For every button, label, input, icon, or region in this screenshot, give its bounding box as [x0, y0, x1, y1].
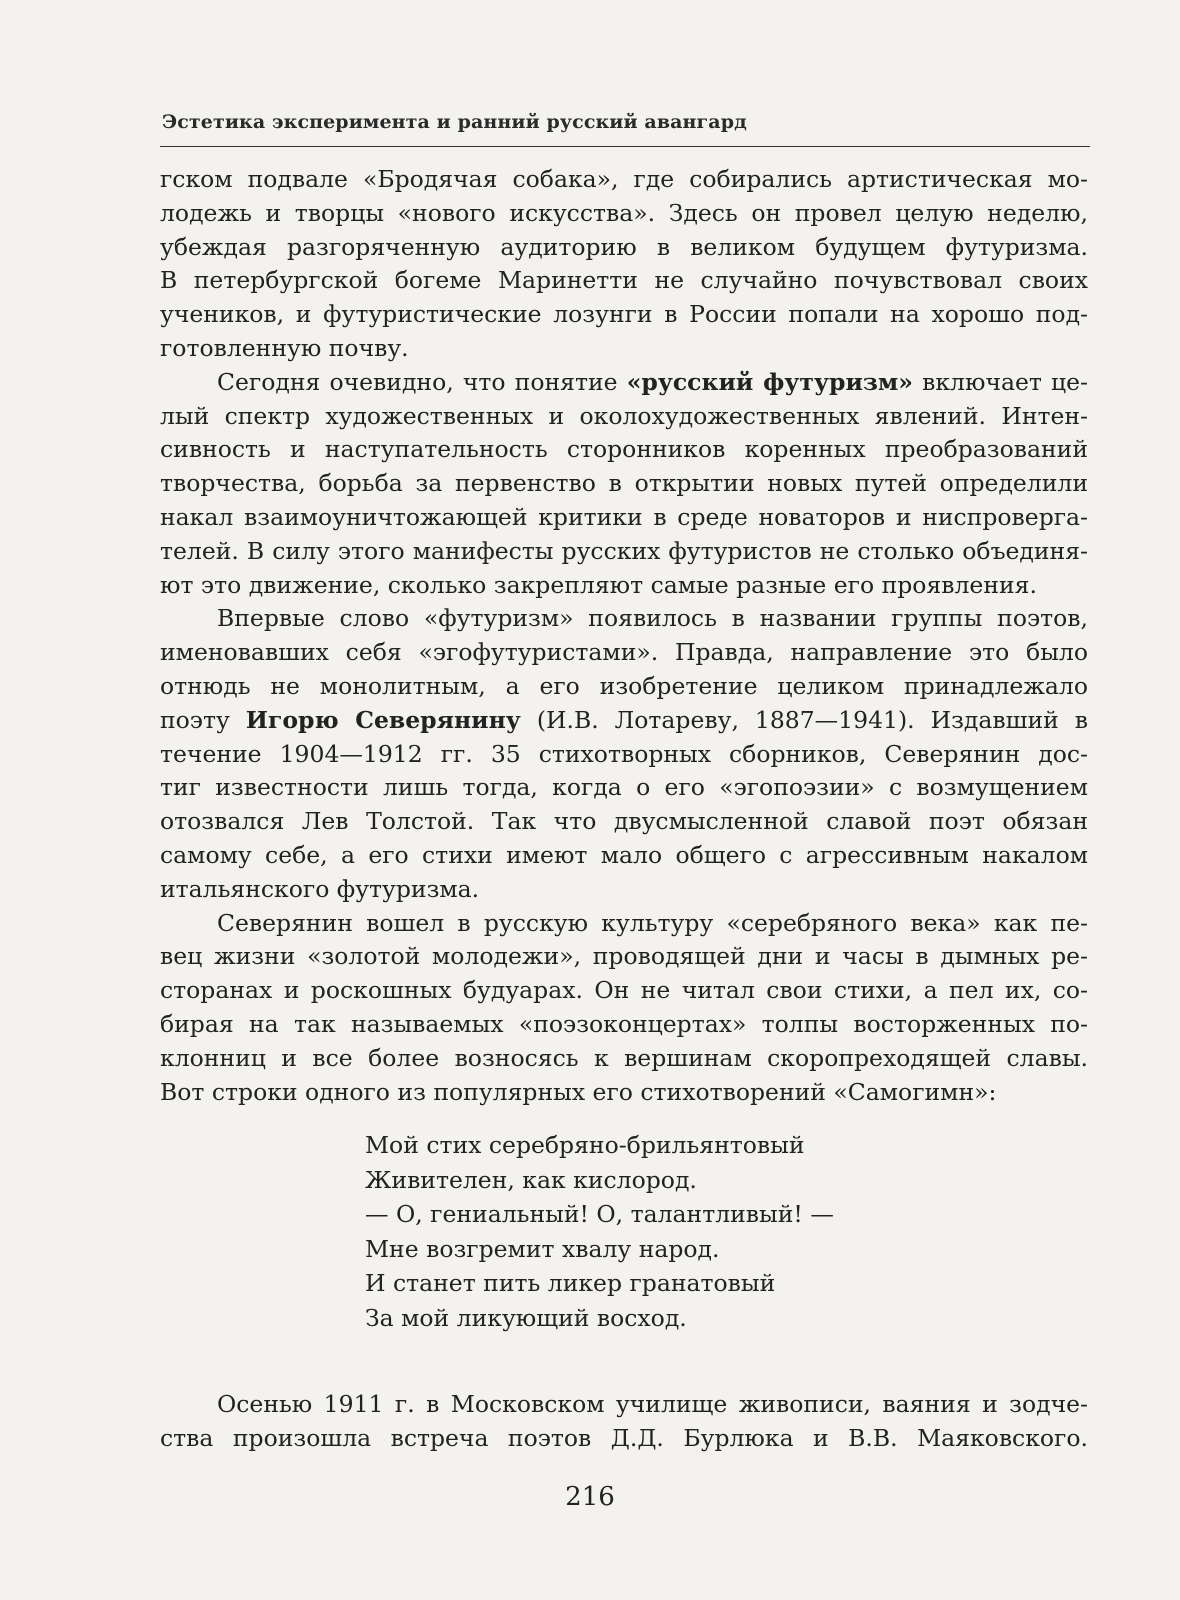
text-line: самому себе, а его стихи имеют мало общего с агрессивным накалом: [160, 840, 1088, 869]
poem-line: — О, гениальный! О, талантливый! —: [365, 1200, 834, 1228]
running-head: Эстетика эксперимента и ранний русский авангард: [162, 111, 747, 133]
poem-line: Живителен, как кислород.: [365, 1165, 697, 1194]
text-line: Впервые слово «футуризм» появилось в названии группы поэтов,: [217, 604, 1088, 633]
text-line: В петербургской богеме Маринетти не случайно почувствовал своих: [160, 266, 1088, 295]
poem-line: Мне возгремит хвалу народ.: [365, 1234, 720, 1263]
text-line: лый спектр художественных и околохудожественных явлений. Интен-: [160, 401, 1088, 430]
text-line: творчества, борьба за первенство в открытии новых путей определили: [160, 469, 1088, 498]
text-line: именовавших себя «эгофутуристами». Правда, направление это было: [160, 638, 1088, 667]
text-line: клонниц и все более возносясь к вершинам скоропреходящей славы.: [160, 1043, 1088, 1072]
text-line: Северянин вошел в русскую культуру «серебряного века» как пе-: [217, 908, 1088, 937]
text-run: включает це-: [912, 367, 1089, 396]
text-line: лодежь и творцы «нового искусства». Здесь он провел целую неделю,: [160, 198, 1088, 227]
poem-line: За мой ликующий восход.: [365, 1303, 687, 1332]
closing-paragraph: [160, 1387, 1088, 1455]
text-line: гском подвале «Бродячая собака», где собирались артистическая мо-: [160, 165, 1088, 193]
text-run: поэту: [160, 705, 246, 734]
text-line: [160, 366, 1088, 400]
page-number: 216: [565, 1482, 615, 1512]
bold-name: Игорю Северянину: [245, 705, 521, 734]
text-line: Осенью 1911 г. в Московском училище живописи, ваяния и зодче-: [217, 1390, 1088, 1418]
poem-quote: [365, 1128, 834, 1335]
text-line: телей. В силу этого манифесты русских футуристов не столько объединя-: [160, 536, 1088, 565]
text-line: учеников, и футуристические лозунги в России попали на хорошо под-: [160, 300, 1088, 329]
bold-term: «русский футуризм»: [626, 367, 913, 396]
text-line: [160, 704, 1088, 738]
header-rule: [160, 146, 1090, 147]
text-line: ства произошла встреча поэтов Д.Д. Бурлюка и В.В. Маяковского.: [160, 1423, 1088, 1452]
text-line: бирая на так называемых «поэзоконцертах» толпы восторженных по-: [160, 1009, 1088, 1038]
text-line: накал взаимоуничтожающей критики в среде новаторов и ниспроверга-: [160, 502, 1088, 531]
text-run: (И.В. Лотареву, 1887—1941). Издавший в: [520, 705, 1088, 734]
poem-line: Мой стих серебряно-брильянтовый: [365, 1131, 805, 1159]
text-line: убеждая разгоряченную аудиторию в великом будущем футуризма.: [160, 232, 1088, 261]
text-run: Сегодня очевидно, что понятие: [217, 367, 627, 396]
text-line: готовленную почву.: [160, 333, 409, 362]
text-line: тиг известности лишь тогда, когда о его «эгопоэзии» с возмущением: [160, 773, 1088, 802]
text-line: Вот строки одного из популярных его стихотворений «Самогимн»:: [160, 1077, 997, 1106]
text-line: течение 1904—1912 гг. 35 стихотворных сборников, Северянин дос-: [160, 739, 1088, 768]
text-line: отнюдь не монолитным, а его изобретение целиком принадлежало: [160, 671, 1088, 700]
poem-line: И станет пить ликер гранатовый: [365, 1269, 776, 1297]
text-line: отозвался Лев Толстой. Так что двусмысленной славой поэт обязан: [160, 807, 1088, 836]
text-line: вец жизни «золотой молодежи», проводящей дни и часы в дымных ре-: [160, 942, 1088, 971]
text-line: сторанах и роскошных будуарах. Он не читал свои стихи, а пел их, со-: [160, 976, 1088, 1005]
text-line: итальянского футуризма.: [160, 874, 480, 903]
text-line: ют это движение, сколько закрепляют самые разные его проявления.: [160, 570, 1037, 599]
main-text: [160, 163, 1088, 1109]
text-line: сивность и наступательность сторонников коренных преобразований: [160, 435, 1088, 464]
